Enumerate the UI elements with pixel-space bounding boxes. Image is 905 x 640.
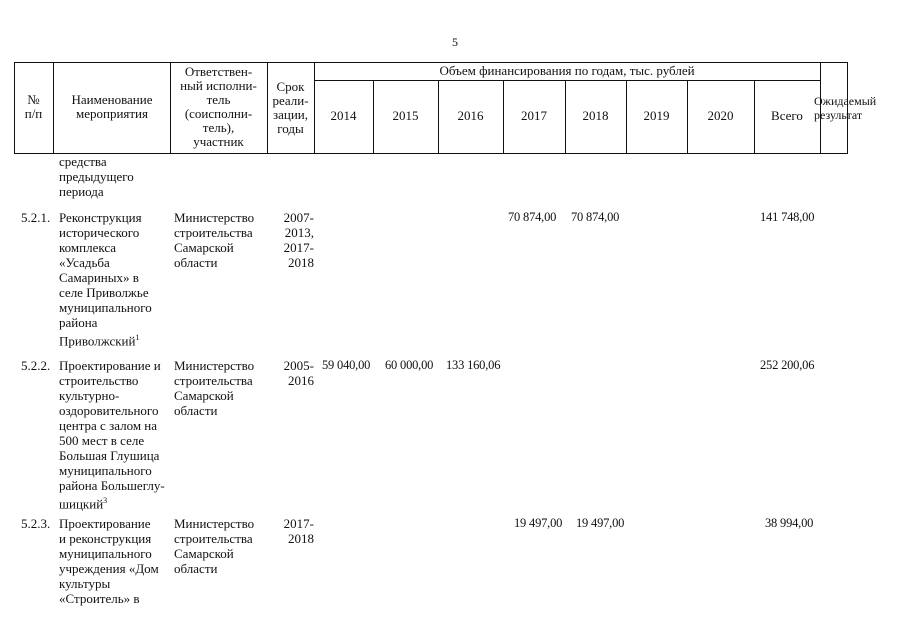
row-period: 2007- 2013, 2017- 2018: [283, 210, 314, 270]
header-year-2016: 2016: [457, 108, 484, 123]
row-name: Проектирование и строительство культурно- оздоровительного центра с залом на 500 мест в селе Большая Глушица муниципального района Большеглу- шицкий$^3$: [59, 358, 165, 512]
header-funding-title: Объем финансирования по годам, тыс. рублей: [439, 63, 695, 78]
page-number: 5: [452, 35, 458, 49]
header-num: № п/п: [24, 92, 43, 121]
continuation-text: средства предыдущего периода: [59, 154, 134, 199]
header-year-2019: 2019: [643, 108, 670, 123]
row-responsible: Министерство строительства Самарской области: [174, 358, 255, 418]
row-name: Проектирование и реконструкция муниципального учреждения «Дом культуры «Строитель» в: [59, 516, 159, 606]
header-year-2014: 2014: [330, 108, 357, 123]
header-result: Ожидаемый результат: [814, 94, 877, 122]
row-value-2015: 60 000,00: [385, 358, 434, 372]
row-value-2017: 70 874,00: [508, 210, 557, 224]
header-year-2020: 2020: [707, 108, 734, 123]
row-name: Реконструкция исторического комплекса «Усадьба Самариных» в селе Приволжье муниципального района Приволжский$^1$: [59, 210, 152, 349]
header-total: Всего: [771, 108, 803, 123]
row-value-2014: 59 040,00: [322, 358, 371, 372]
row-value-2018: 19 497,00: [576, 516, 625, 530]
header-year-2015: 2015: [392, 108, 419, 123]
row-period: 2017- 2018: [283, 516, 314, 546]
row-period: 2005- 2016: [283, 358, 314, 388]
table-header: [14, 62, 877, 154]
header-period: Срок реали- зации, годы: [272, 79, 309, 136]
row-value-2017: 19 497,00: [514, 516, 563, 530]
header-responsible: Ответствен- ный исполни- тель (соисполни- тель), участник: [180, 64, 257, 149]
row-num: 5.2.3.: [21, 516, 51, 531]
header-year-2017: 2017: [521, 108, 547, 123]
row-value-2016: 133 160,06: [446, 358, 501, 372]
row-num: 5.2.2.: [21, 358, 51, 373]
header-name: Наименование мероприятия: [71, 92, 153, 121]
row-total: 252 200,06: [760, 358, 815, 372]
row-num: 5.2.1.: [21, 210, 51, 225]
row-value-2018: 70 874,00: [571, 210, 620, 224]
row-total: 141 748,00: [760, 210, 815, 224]
row-responsible: Министерство строительства Самарской области: [174, 516, 255, 576]
row-total: 38 994,00: [765, 516, 814, 530]
row-responsible: Министерство строительства Самарской области: [174, 210, 255, 270]
header-year-2018: 2018: [582, 108, 609, 123]
